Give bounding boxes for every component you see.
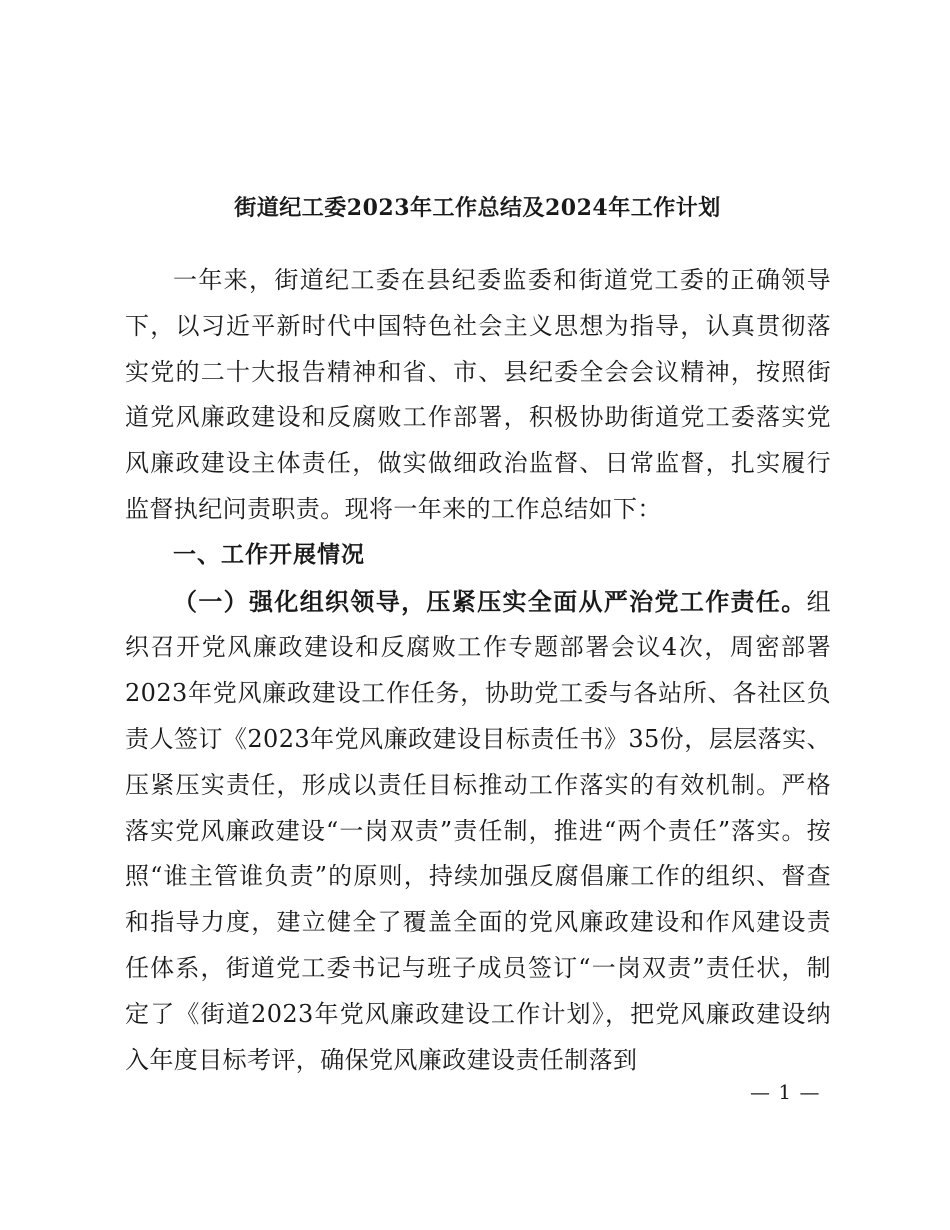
subsection-paragraph-1 [125, 579, 831, 1084]
subsection-heading-1: （一）强化组织领导，压紧压实全面从严治党工作责任。 [173, 586, 807, 616]
page-number: — 1 — [750, 1080, 821, 1104]
document-body [125, 258, 831, 1083]
section-heading-1: 一、工作开展情况 [173, 541, 365, 568]
subsection-body-1: 组织召开党风廉政建设和反腐败工作专题部署会议4次，周密部署2023年党风廉政建设工作任务，协助党工委与各站所、各社区负责人签订《2023年党风廉政建设目标责任书》35份，层层落实、压紧压实责任，形成以责任目标推动工作落实的有效机制。严格落实党风廉政建设“一岗双责”责任制，推进“两个责任”落实。按照“谁主管谁负责”的原则，持续加强反腐倡廉工作的组织、督查和指导力度，建立健全了覆盖全面的党风廉政建设和作风建设责任体系，街道党工委书记与班子成员签订“一岗双责”责任状，制定了《街道2023年党风廉政建设工作计划》，把党风廉政建设纳入年度目标考评，确保党风廉政建设责任制落到 [125, 587, 831, 1074]
document-title: 街道纪工委2023年工作总结及2024年工作计划 [234, 195, 721, 221]
intro-paragraph: 一年来，街道纪工委在县纪委监委和街道党工委的正确领导下，以习近平新时代中国特色社会主义思想为指导，认真贯彻落实党的二十大报告精神和省、市、县纪委全会会议精神，按照街道党风廉政建设和反腐败工作部署，积极协助街道党工委落实党风廉政建设主体责任，做实做细政治监督、日常监督，扎实履行监督执纪问责职责。现将一年来的工作总结如下： [125, 266, 831, 523]
